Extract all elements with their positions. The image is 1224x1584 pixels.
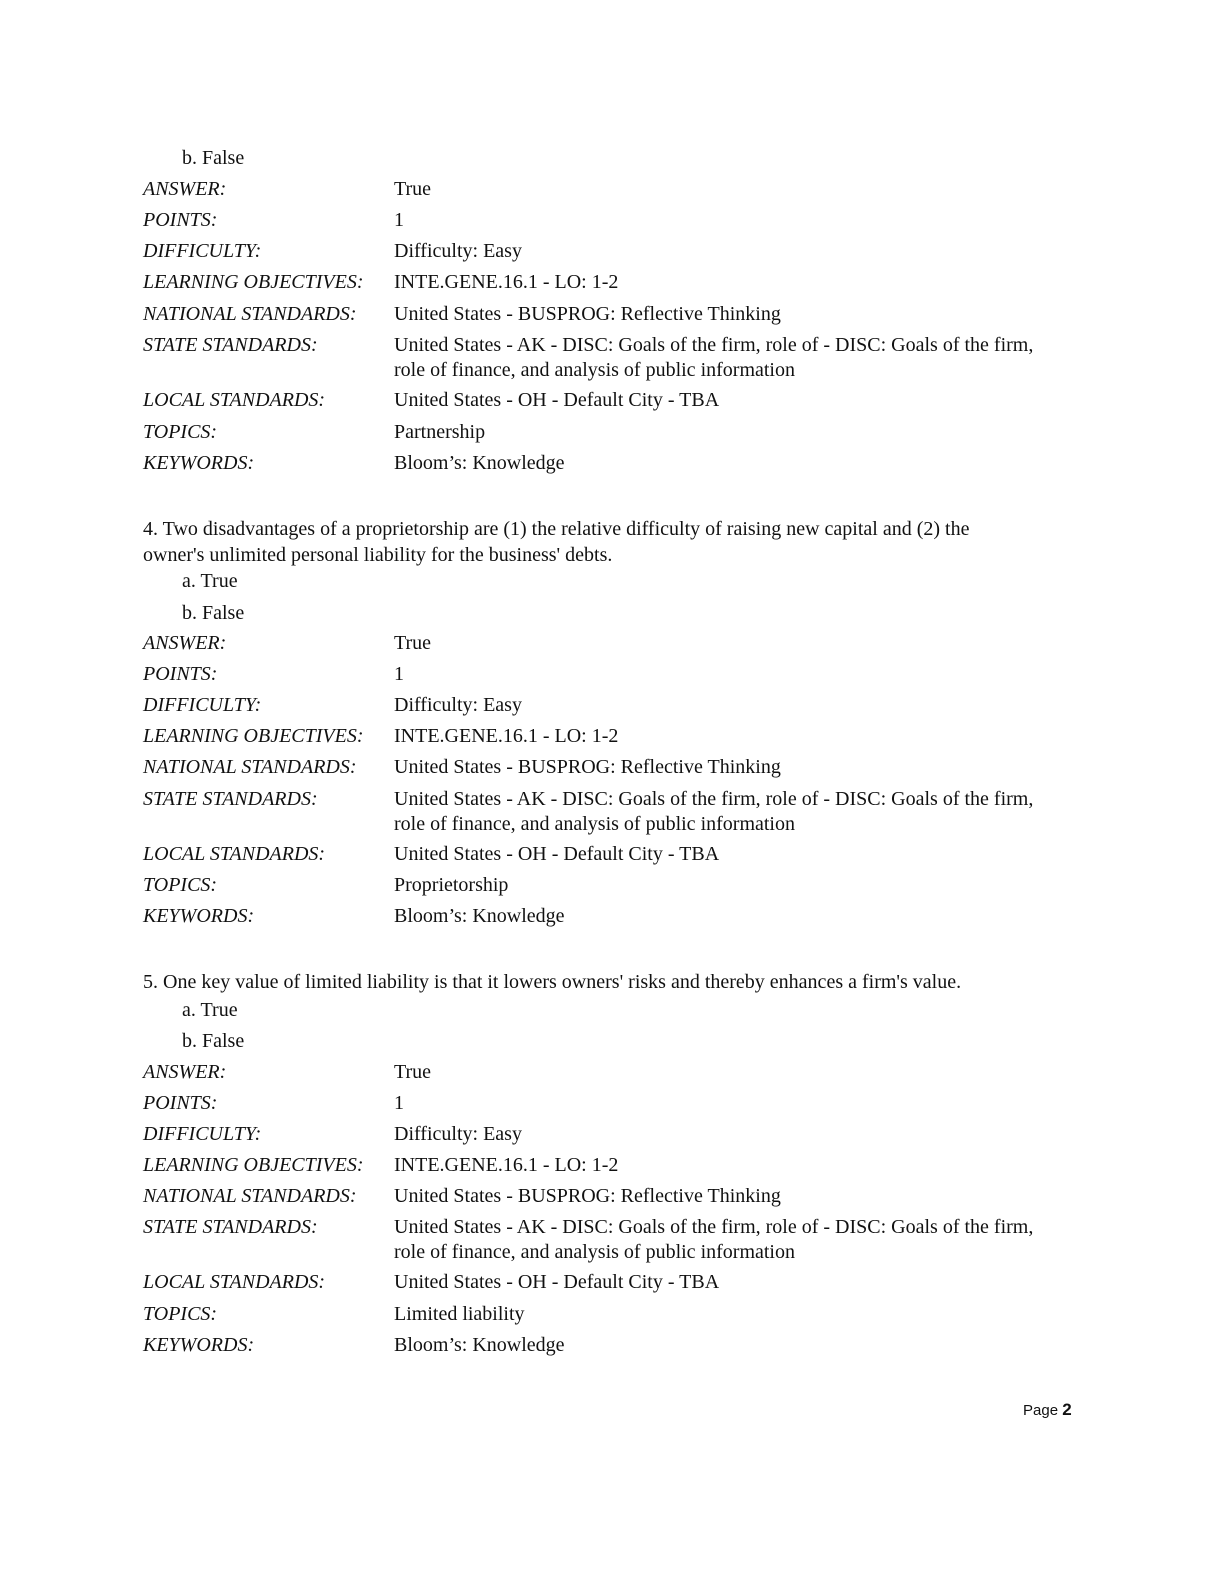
q3-national-standards-label: NATIONAL STANDARDS: xyxy=(143,303,357,325)
page-number xyxy=(1023,1398,1072,1423)
q3-answer-value: True xyxy=(394,178,432,200)
page-number-value: 2 xyxy=(1062,1400,1072,1419)
q5-points-label: POINTS: xyxy=(143,1092,218,1114)
q3-topics-value: Partnership xyxy=(394,421,486,443)
q5-national-standards-value: United States - BUSPROG: Reflective Thinking xyxy=(394,1185,781,1207)
q3-points-label: POINTS: xyxy=(143,209,218,231)
q5-learning-objectives-label: LEARNING OBJECTIVES: xyxy=(143,1154,364,1176)
q3-state-standards-label: STATE STANDARDS: xyxy=(143,334,318,356)
q4-state-standards-label: STATE STANDARDS: xyxy=(143,788,318,810)
q4-local-standards-label: LOCAL STANDARDS: xyxy=(143,843,326,865)
q5-answer-label: ANSWER: xyxy=(143,1061,227,1083)
q4-national-standards-label: NATIONAL STANDARDS: xyxy=(143,756,357,778)
q4-points-value: 1 xyxy=(394,663,404,685)
q5-question-text-line-1: 5. One key value of limited liability is that it lowers owners' risks and thereby enhances a firm's value. xyxy=(143,971,962,993)
q5-answer-value: True xyxy=(394,1061,432,1083)
q3-keywords-label: KEYWORDS: xyxy=(143,452,255,474)
q4-difficulty-label: DIFFICULTY: xyxy=(143,694,262,716)
q4-difficulty-value: Difficulty: Easy xyxy=(394,694,522,716)
q3-state-standards-value: United States - AK - DISC: Goals of the firm, role of - DISC: Goals of the firm, role of finance, and analysis of public information xyxy=(394,334,1034,381)
q3-learning-objectives-label: LEARNING OBJECTIVES: xyxy=(143,271,364,293)
q4-points-label: POINTS: xyxy=(143,663,218,685)
q5-keywords-label: KEYWORDS: xyxy=(143,1334,255,1356)
q4-question-text-line-2: owner's unlimited personal liability for the business' debts. xyxy=(143,544,613,566)
q5-points-value: 1 xyxy=(394,1092,404,1114)
q3-learning-objectives-value: INTE.GENE.16.1 - LO: 1-2 xyxy=(394,271,619,293)
q5-learning-objectives-value: INTE.GENE.16.1 - LO: 1-2 xyxy=(394,1154,619,1176)
q4-keywords-label: KEYWORDS: xyxy=(143,905,255,927)
q5-keywords-value: Bloom’s: Knowledge xyxy=(394,1334,565,1356)
q3-difficulty-value: Difficulty: Easy xyxy=(394,240,522,262)
q3-option-b: b. False xyxy=(182,147,245,169)
q5-topics-label: TOPICS: xyxy=(143,1303,218,1325)
q4-answer-label: ANSWER: xyxy=(143,632,227,654)
q5-option-a: a. True xyxy=(182,999,238,1021)
q4-local-standards-value: United States - OH - Default City - TBA xyxy=(394,843,720,865)
q4-learning-objectives-value: INTE.GENE.16.1 - LO: 1-2 xyxy=(394,725,619,747)
q5-difficulty-value: Difficulty: Easy xyxy=(394,1123,522,1145)
q5-national-standards-label: NATIONAL STANDARDS: xyxy=(143,1185,357,1207)
q5-topics-value: Limited liability xyxy=(394,1303,525,1325)
q3-local-standards-label: LOCAL STANDARDS: xyxy=(143,389,326,411)
q5-difficulty-label: DIFFICULTY: xyxy=(143,1123,262,1145)
q4-topics-value: Proprietorship xyxy=(394,874,509,896)
q3-difficulty-label: DIFFICULTY: xyxy=(143,240,262,262)
q4-topics-label: TOPICS: xyxy=(143,874,218,896)
q4-option-b: b. False xyxy=(182,602,245,624)
q5-local-standards-value: United States - OH - Default City - TBA xyxy=(394,1271,720,1293)
q4-national-standards-value: United States - BUSPROG: Reflective Thinking xyxy=(394,756,781,778)
q3-local-standards-value: United States - OH - Default City - TBA xyxy=(394,389,720,411)
q5-local-standards-label: LOCAL STANDARDS: xyxy=(143,1271,326,1293)
page-number-label: Page xyxy=(1023,1402,1059,1419)
q4-state-standards-value: United States - AK - DISC: Goals of the firm, role of - DISC: Goals of the firm, role of finance, and analysis of public information xyxy=(394,788,1034,835)
q3-points-value: 1 xyxy=(394,209,404,231)
q4-learning-objectives-label: LEARNING OBJECTIVES: xyxy=(143,725,364,747)
q5-state-standards-label: STATE STANDARDS: xyxy=(143,1216,318,1238)
q4-keywords-value: Bloom’s: Knowledge xyxy=(394,905,565,927)
q3-national-standards-value: United States - BUSPROG: Reflective Thinking xyxy=(394,303,781,325)
q3-topics-label: TOPICS: xyxy=(143,421,218,443)
q5-state-standards-value: United States - AK - DISC: Goals of the firm, role of - DISC: Goals of the firm, role of finance, and analysis of public information xyxy=(394,1216,1034,1263)
q4-option-a: a. True xyxy=(182,570,238,592)
q5-option-b: b. False xyxy=(182,1030,245,1052)
q3-answer-label: ANSWER: xyxy=(143,178,227,200)
q4-question-text-line-1: 4. Two disadvantages of a proprietorship are (1) the relative difficulty of raising new capital and (2) the xyxy=(143,518,970,540)
q4-answer-value: True xyxy=(394,632,432,654)
q3-keywords-value: Bloom’s: Knowledge xyxy=(394,452,565,474)
